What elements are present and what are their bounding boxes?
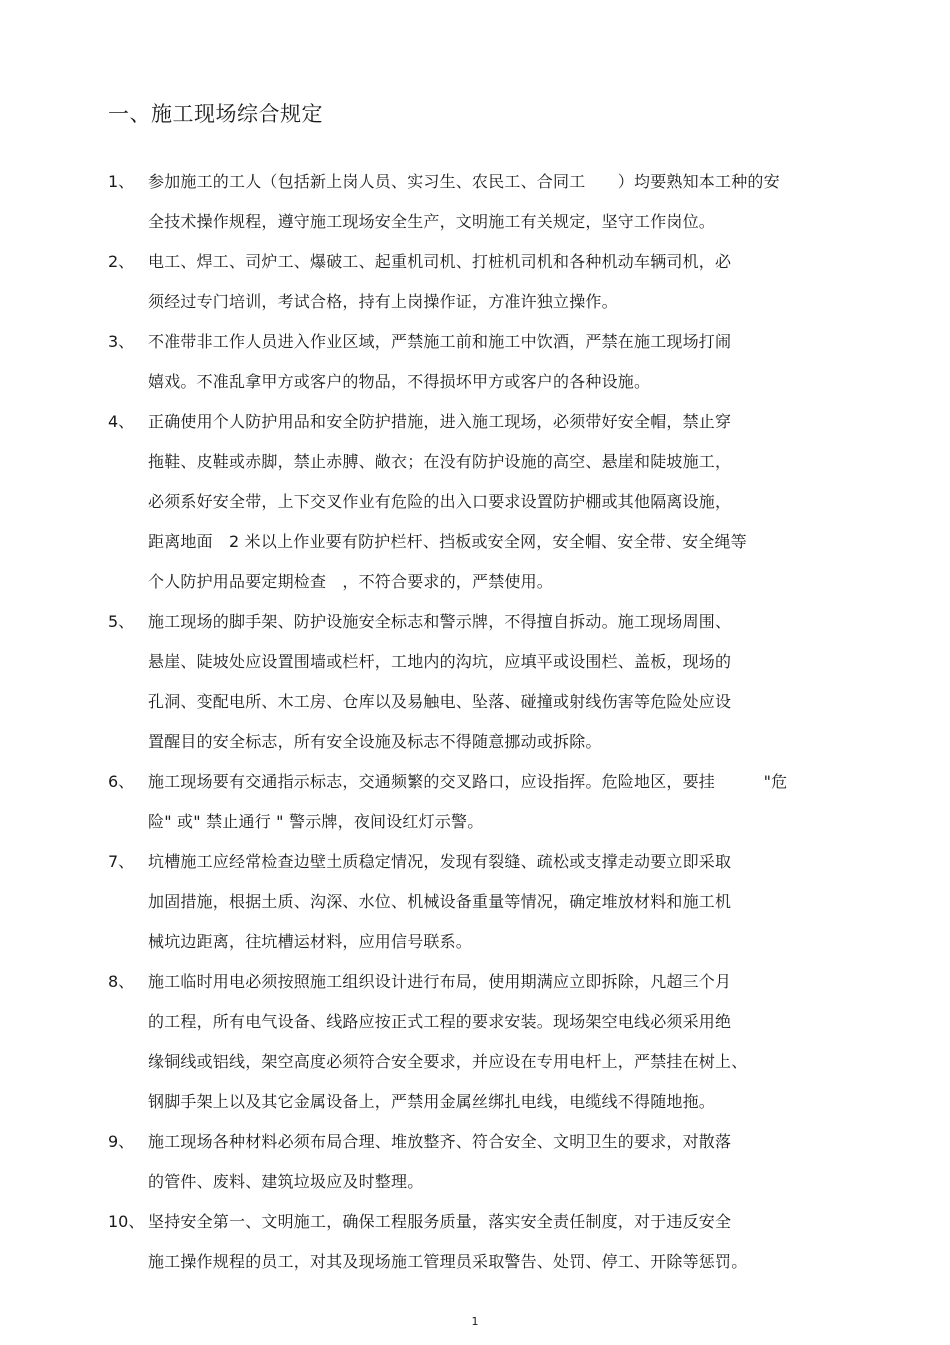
item-text-line: 参加施工的工人（包括新上岗人员、实习生、农民工、合同工 ）均要熟知本工种的安 (148, 172, 780, 191)
regulation-item (0, 962, 950, 1122)
item-text-line: 正确使用个人防护用品和安全防护措施，进入施工现场，必须带好安全帽，禁止穿 (148, 412, 732, 431)
regulation-item (0, 602, 950, 762)
item-text-line: 施工临时用电必须按照施工组织设计进行布局，使用期满应立即拆除，凡超三个月 (148, 972, 732, 991)
item-text-line: 的工程，所有电气设备、线路应按正式工程的要求安装。现场架空电线必须采用绝 (148, 1012, 732, 1031)
item-number: 2、 (108, 252, 135, 271)
item-number: 7、 (108, 852, 135, 871)
item-text-line: 的管件、废料、建筑垃圾应及时整理。 (148, 1172, 424, 1191)
item-text-line: 加固措施，根据土质、沟深、水位、机械设备重量等情况，确定堆放材料和施工机 (148, 892, 732, 911)
item-text-line: 缘铜线或铝线，架空高度必须符合安全要求，并应设在专用电杆上，严禁挂在树上、 (148, 1052, 748, 1071)
item-text-line: 拖鞋、皮鞋或赤脚，禁止赤膊、敞衣；在没有防护设施的高空、悬崖和陡坡施工， (148, 452, 732, 471)
item-number: 4、 (108, 412, 135, 431)
item-text-line: 施工现场要有交通指示标志，交通频繁的交叉路口，应设指挥。危险地区，要挂 "危 (148, 772, 788, 791)
item-text-line: 置醒目的安全标志，所有安全设施及标志不得随意挪动或拆除。 (148, 732, 602, 751)
item-text-line: 坚持安全第一、文明施工，确保工程服务质量，落实安全责任制度，对于违反安全 (148, 1212, 732, 1231)
item-text-line: 须经过专门培训，考试合格，持有上岗操作证，方准许独立操作。 (148, 292, 618, 311)
regulation-item (0, 402, 950, 602)
page-number: 1 (471, 1315, 479, 1328)
regulation-item (0, 162, 950, 242)
regulation-item (0, 242, 950, 322)
item-text-line: 施工现场各种材料必须布局合理、堆放整齐、符合安全、文明卫生的要求，对散落 (148, 1132, 732, 1151)
item-text-line: 不准带非工作人员进入作业区域，严禁施工前和施工中饮酒，严禁在施工现场打闹 (148, 332, 732, 351)
item-number: 10、 (108, 1212, 145, 1231)
regulation-item (0, 842, 950, 962)
item-text-line: 械坑边距离，往坑槽运材料，应用信号联系。 (148, 932, 473, 951)
item-text-line: 坑槽施工应经常检查边壁土质稳定情况，发现有裂缝、疏松或支撑走动要立即采取 (148, 852, 732, 871)
item-text-line: 全技术操作规程，遵守施工现场安全生产，文明施工有关规定，坚守工作岗位。 (148, 212, 716, 231)
item-text-line: 险" 或" 禁止通行 " 警示牌，夜间设红灯示警。 (148, 812, 484, 831)
regulation-item (0, 322, 950, 402)
item-text-line: 电工、焊工、司炉工、爆破工、起重机司机、打桩机司机和各种机动车辆司机，必 (148, 252, 732, 271)
item-number: 1、 (108, 172, 135, 191)
item-text-line: 悬崖、陡坡处应设置围墙或栏杆，工地内的沟坑，应填平或设围栏、盖板，现场的 (148, 652, 732, 671)
item-text-line: 施工现场的脚手架、防护设施安全标志和警示牌，不得擅自拆动。施工现场周围、 (148, 612, 732, 631)
section-heading: 一、施工现场综合规定 (108, 102, 323, 126)
item-text-line: 必须系好安全带，上下交叉作业有危险的出入口要求设置防护棚或其他隔离设施， (148, 492, 732, 511)
item-number: 9、 (108, 1132, 135, 1151)
regulation-list (0, 162, 950, 1282)
item-number: 3、 (108, 332, 135, 351)
item-number: 5、 (108, 612, 135, 631)
item-text-line: 施工操作规程的员工，对其及现场施工管理员采取警告、处罚、停工、开除等惩罚。 (148, 1252, 748, 1271)
regulation-item (0, 1202, 950, 1282)
item-text-line: 嬉戏。不准乱拿甲方或客户的物品，不得损坏甲方或客户的各种设施。 (148, 372, 651, 391)
item-text-line: 孔洞、变配电所、木工房、仓库以及易触电、坠落、碰撞或射线伤害等危险处应设 (148, 692, 732, 711)
regulation-item (0, 762, 950, 842)
regulation-item (0, 1122, 950, 1202)
item-text-line: 钢脚手架上以及其它金属设备上，严禁用金属丝绑扎电线，电缆线不得随地拖。 (148, 1092, 716, 1111)
item-text-line: 个人防护用品要定期检查 ，不符合要求的，严禁使用。 (148, 572, 554, 591)
item-number: 6、 (108, 772, 135, 791)
item-text-line: 距离地面 2 米以上作业要有防护栏杆、挡板或安全网，安全帽、安全带、安全绳等 (148, 532, 747, 551)
item-number: 8、 (108, 972, 135, 991)
